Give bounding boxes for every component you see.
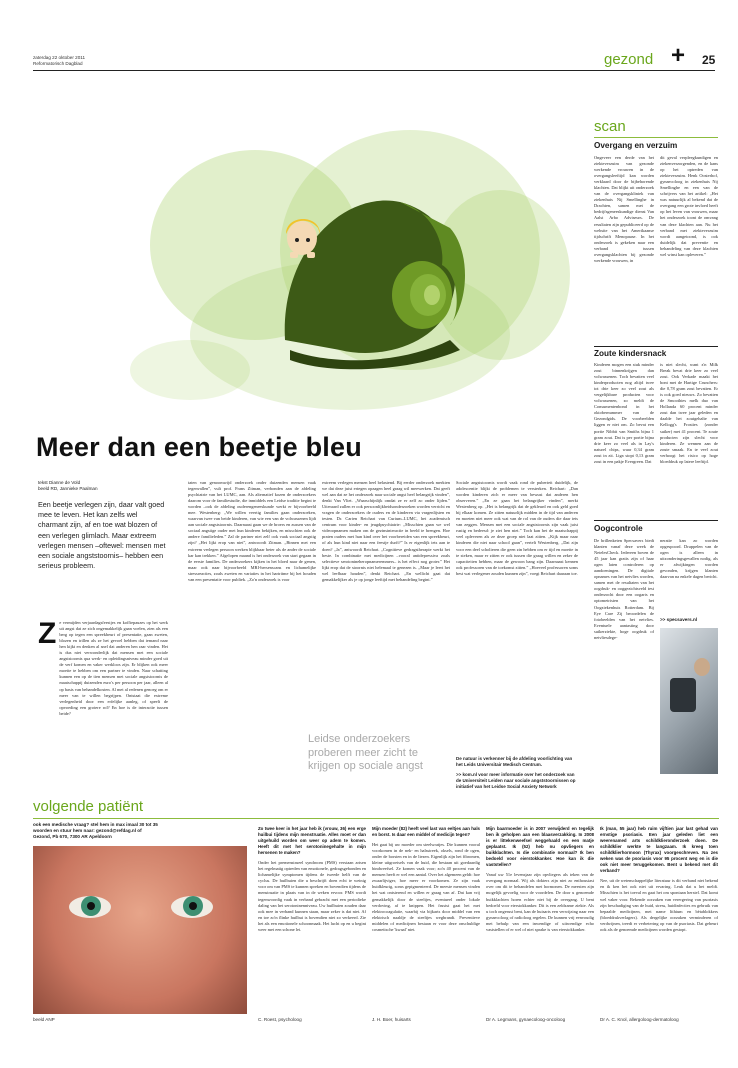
qa-4-author: Dr A. C. Knol, allergoloog-dermatoloog bbox=[600, 1017, 679, 1022]
column-5-text: Sociale angststoornis wordt vaak rond de puberteit duidelijk, de adolescentie blijkt de problemen te versterken. Reichart: „Dan worden kinderen zich er meer van bewust dat anderen hen observeren.” „En ze gaan het belangrijker vinden”, merkt Westenberg op. „Het is belangrijk dat de gekleurd en ook geld goed bij elkaar komen. Ze zitten natuurlijk midden in de tijd van anderen en moeten niet meer ook wat van de rol van de ouders die daar iets van zeggen. Mensen met een sociale angststoornis zijn vaak juist rustig en bedeesd: je ziet hen niet.” Toch kan het de maatschappij veel opleveren als ze deze groep niet laat zitten. „Kijk maar naar kinderen die niet naar school gaan”, vertelt Westenberg. „Dat zijn voor een deel scholieren die geen zin hebben om er tijd en moeite in te steken, maar er zitten er ook tussen die graag willen en zeker de capaciteiten hebben, maar de gewoon bang zijn. Daarnaast kennen ook professoren van de toekomst zitten.” „Hoeveel professoren soms best wat verlegener zouden kunnen zijn”, voegt Reichart daaraan toe. bbox=[456, 480, 578, 576]
qa-1-answer: Onder het premenstrueel syndroom (PMS) verstaan artsen het regelmatig optreden van emotionele, gedragsgebonden en lichamelijke symptomen tijdens de tweede helft van de cyclus. De huilbuien die u beschrijft doen echt te weinig voor om van PMS te kunnen spreken en bovendien tijdens de menstruatie in plaats van in de weken ervoor. PMS wordt tegenwoordig vaak in verband gebracht met een periodieke daling van het serotoninenniveau. Uw huilbuien zouden daar ook mee in verband kunnen staan, maar zeker is dat niet. Af en toe zo'n flinke huilbui is bovendien niet zo verkeerd. Zie het als een emotionele schoonmaak. Het lucht op en u begint weer met een schone lei. bbox=[258, 860, 366, 932]
qa-4 bbox=[600, 826, 718, 1026]
sidebar-overgang-right: dit geval verpleegkundigen en ziekenverzorgenden, en de kans op het optreden van ziekteverzuim. Henk Oosterhof, gynaecoloog in ziekenhuis Nij Smellinghe en een van de schrijvers van het artikel: „Het was natuurlijk al bekend dat de overgang een grote invloed heeft op het leven van vrouwen, maar het onderzoek toont de omvang van deze klachten aan. Nu het verband met ziekteverzuim wordt aangetoond, is ook duidelijk dat preventie en behandeling van deze klachten wel winst kan opleveren.” bbox=[660, 155, 718, 257]
publication-name: Reformatorisch Dagblad bbox=[33, 61, 83, 66]
qa-1 bbox=[258, 826, 366, 1026]
issue-date: zaterdag 22 oktober 2011 bbox=[33, 55, 86, 60]
sidebar-title-zout: Zoute kindersnack bbox=[594, 349, 667, 358]
patient-intro: ook een medische vraag? stel hem in max imaal 30 tot 35 woorden en stuur hem naar: gezond@refdag.nl of Gezond, Pb 670, 7300 AR Apeldoorn bbox=[33, 822, 158, 839]
eye-exam-photo bbox=[660, 628, 718, 774]
section-label: gezond bbox=[604, 51, 654, 68]
dropcap: Z bbox=[38, 617, 57, 650]
qa-2-question: Mijn moeder (82) heeft veel last van eeltjes aan hals en borst. Is daar een middel of medicijn tegen? bbox=[372, 826, 480, 838]
qa-3 bbox=[486, 826, 594, 1026]
plus-icon: + bbox=[671, 42, 686, 69]
snail-illustration bbox=[130, 110, 580, 440]
photo-credit: beeld ANP bbox=[33, 1017, 55, 1022]
qa-1-question: Zo twee keer in het jaar heb ik (vrouw, 36) een erge huilbui tijdens mijn menstruatie. Alles moet er dan uitgehuild worden om weer op adem te komen. Heeft dit met het serotoninegehalte in mijn hersenen te maken? bbox=[258, 826, 366, 856]
qa-2 bbox=[372, 826, 480, 1026]
qa-3-author: Dr A. Legmans, gynaecoloog-oncoloog bbox=[486, 1017, 566, 1022]
page-number: 25 bbox=[702, 53, 716, 67]
sidebar-zout-left: Kinderen mogen een stuk minder zout binnenkrijgen dan volwassenen. Toch bevatten veel kinderproducten nog altijd twee tot drie keer zo veel zout als vergelijkbare producten voor volwassenen, zo meldt de Consumentenbond in het oktobernummer van de Gezondgids. De voorbeelden liggen er niet om. Zo bevat een portie Nibbit van Smiths bijna 1 gram zout. Dat is per portie bijna drie keer zo veel als in Lay's naturel chips, waar 0,34 gram zout in zit. Liga stopt 0,13 gram zout in een pakje Evergreen. Dat bbox=[594, 362, 654, 464]
woman-eyes-photo bbox=[33, 846, 247, 1014]
footnote-link[interactable]: >> kom.nl voor meer informatie over het onderzoek van de Universiteit Leiden naar sociale angststoornissen op initiatief van het Leidse Social Anxiety Network bbox=[456, 772, 576, 789]
specsavers-link[interactable]: >> specsavers.nl bbox=[660, 617, 698, 622]
patient-heading: volgende patiënt bbox=[33, 798, 144, 815]
sidebar-oog-left: De brillenketen Specsavers biedt klanten vanaf deze week de NetelesCheck. Iedereen boven de 45 jaar kan gratis zijn of haar ogen laten controleren op aandoeningen. De digitale opnames van het netvlies worden, samen met de resultaten van het oogdruk- en ooggezichtsveld test onderzocht door een oogarts en optometristen van het Oogziekenhuis Rotterdam. Bij Eye Care Zij beoordelen de fotobeelden van het netvlies. Eventuele aantasting door suikerziekte, hoge oogdruk of netvliesdege- bbox=[594, 538, 654, 640]
article-credit-image: beeld RD, Jannieke Paalman bbox=[38, 486, 98, 491]
article-title: Meer dan een beetje bleu bbox=[36, 432, 362, 462]
sidebar-zout-right: is niet slecht, want z'n Milk Break bevat drie keer zo veel zout. Ook Verkade maakt het bont met de Hartige Crunchers: die 0,78 gram zout bevatten. Er is ook goed nieuws. Zo bevatten de Smoothies melk duo van Hollanda 60 procent minder zout dan twee jaar geleden en daalde het zoutgehalte van Kellogg's Frosties (zonder suiker) met 41 procent. Te zoute producten zijn slecht voor kinderen. Ze wennen aan de zoute smaak. En te veel zout verhoogt het risico op hoge bloeddruk op latere leeftijd. bbox=[660, 362, 718, 464]
sidebar-title-oog: Oogcontrole bbox=[594, 524, 643, 533]
sidebar-title-overgang: Overgang en verzuim bbox=[594, 141, 678, 150]
qa-2-answer: Het gaat bij uw moeder om steelwratjes. Die kunnen vooral voorkomen in de nek- en halsstreek, oksels, rond de ogen, onder de borsten en in de liezen. Eigenlijk zijn het fibromen, kleine uitgroeisels van de huid, die bestaan uit goedaardig bindweefsel. Ze komen vaak voor; zo'n 40 procent van de mensen heeft er wel een aantal. Over het algemeen geldt: hoe zwaarlijviger, hoe meer er voorkomen. Ze zijn vaak huidkleurig, soms gepigmenteerd. De meeste mensen vinden het wat ontsierend en willen er graag van af. Dat kan vrij gemakkelijk door de steeltjes, eventueel onder lokale verdoving, af te knippen. Het frustst gaat het met elektrocoagulatie, waarbij via bijkarts door middel van een elektrisch naaldje de steeltjes wegbrandt. Preventieve middelen of medicijnen bestaan er voor deze onschuldige cosmetische 'kwaal' niet. bbox=[372, 842, 480, 932]
qa-2-author: J. H. Boer, huisarts bbox=[372, 1017, 411, 1022]
column-1-text: e vermijden verjaardagsfeestjes en koffiepauzes op het werk uit angst dat ze zich ongemakkelijk gaan voelen, zien als een berg op tegen een spreekbeurt of presentatie, gaan zweten, blozen en trillen als ze het gevoel hebben dat iemand naar hen kijkt en denken al snel dat anderen hen raar vinden. Het is dus niet verwonderlijk dat mensen met een sociale angststoornis qua werk- en opleidingsniveau minder goed uit de verf komen en vaker werkloos zijn. Er blijken ook meer moeite te hebben om een partner te vinden. Naar schatting kunnen een op de tien mensen met sociale angststoornis de maatschappij duizenden euro's per persoon per jaar, alleen al op basis van behandelkosten. Al met al redenen genoeg om er meer van te willen begrijpen. Ontstaat die extreme verlegenheid door een erfelijke aanleg, of speelt de opvoeding een grotere rol? En hoe is de interactie tussen beide? bbox=[59, 620, 168, 716]
qa-4-question: Ik (man, 55 jaar) heb ruim vijftien jaar last gehad van ernstige psoriasis. Een jaar geleden liet een weerenamed arts schildklieronderzoek doen. De schildklier werkte te langzaam. Ik kreeg toen schildklierhormoon (Thyrax) voorgeschreven. Na zes weken was de psoriasis voor 95 procent weg en is die ook niet meer teruggekomen. Bent u bekend met dit verband? bbox=[600, 826, 718, 874]
sidebar-oog-right: neratie kan zo worden opgespoord. Druppelen van de ogen is alleen in uitzonderingsgevallen nodig, als er afwijkingen worden gevonden, krijgen klanten daarvan na enkele dagen bericht. bbox=[660, 538, 718, 580]
article-lead: Een beetje verlegen zijn, daar valt goed mee te leven. Het kan zelfs wel charmant zijn, af en toe wat blozen of een verlegen glimlach. Maar extreem verlegen mensen –oftewel: mensen met een sociale angststoornis– hebben een serieus probleem. bbox=[38, 500, 166, 571]
qa-1-author: C. Roest, psycholoog bbox=[258, 1017, 302, 1022]
sidebar-heading: scan bbox=[594, 118, 626, 135]
qa-3-question: Mijn baarmoeder is in 2007 verwijderd en tegelijk ben ik geholpen aan een blaasverzakking. In 2008 is er littekenweefsel weggehaald en een matje geplaatst. Ik (52) heb nu opvliegers en buikklachten. Is die combinatie normaal? Ik ben bedoeld voor eierstokkanker. Hoe kan ik die vaststellen? bbox=[486, 826, 594, 868]
article-credit-text: tekst Dianne de Vold bbox=[38, 480, 81, 485]
qa-4-answer: Nee, uit de wetenschappelijke literatuur is dit verband niet bekend en ik ken het ook niet uit ervaring. Leuk dat u het meldt. Misschien is het toeval en gaat het om spontaan herstel. Dat komt wel vaker voor. Bekende oorzaken van verergering van psoriasis zijn beschadiging van de huid, stress, huidinfecties en gebruik van bepaalde medicijnen, met name lithium en bètablokkers (bloeddrukverlagers). Als dergelijke oorzaken verminderen of verdwijnen, treedt er verbetering op van de psoriasis. Dat gebeurt ook als de genoemde medicijnen worden gestopt. bbox=[600, 878, 718, 932]
header-rule bbox=[33, 70, 715, 71]
article-column-5-box bbox=[456, 480, 578, 752]
sidebar-overgang-left: Ongeveer een derde van het ziekteverzuim van gezonde werkende vrouwen in de overgangsleeftijd kan worden verklaard door de bijbehorende klachten. Dat blijkt uit onderzoek van de overgangskliniek van ziekenhuis Nij Smellinghe in Drachten, samen met de bedrijfsgeneeskundige dienst Van Aalst Arbo Adviseurs. De resultaten zijn gepubliceerd op de website van het Amerikaanse tijdschrift Menopause. In het onderzoek is gekeken naar een verband tussen overgangsklachten bij gezonde werkende vrouwen, in bbox=[594, 155, 654, 263]
article-column-4: extreem verlegen mensen heel belastend. Bij eerder onderzoek merkten we dat deze juist ertegen opzagen heel graag wil meewerken. Dat geeft wel aan dat ze het onderzoek naar sociale angst heel belangrijk vinden”, denkt Van Vliet. „Waarschijnlijk omdat ze er zelf zo onder lijden.” Uiteraard zullen er ook persoonlijkheidsonderzoeken worden verricht en vragen de onderzoekers de ouders en de kinderen via vragenlijsten en testen. Dr. Carien Reichart van Curium–LUMC, het academisch centrum voor kinder- en jeugdpsychiatrie: „Misschien gaan we wel videoopnamen maken om de gezinsinteractie in beeld te brengen. Hoe praten ouders met hun kind over het voorbereiden van een spreekbeurt, of als hun kind niet naar een feestje durft?” Is er eigenlijk iets aan te doen? „Ja”, antwoordt Reichart. „Cognitieve gedragstherapie werkt het beste. In combinatie met medicijnen –vooral antidepressiva zoals selectieve serotonineheropnameremmers– is het effect nog groter.” Het lijkt erop dat de stoornis niet helemaal te genezen is. „Maar je leert het wel leefbaar houden”, denkt Reichart. „En wellicht gaat dat gemakkelijker als je op jonge leeftijd met behandeling begint.” bbox=[322, 480, 450, 582]
footnote-author: De natuur is verkenner bij de afdeling voorlichting van het Leids Universitair Medisch Centrum. bbox=[456, 756, 573, 767]
qa-3-answer: Vanaf uw 51e levensjaar zijn opvliegers als teken van de overgang normaal. Wij als dokters zijn niet zo enthousiast over om dit te behandelen met hormonen. De meesten zijn mogelijk gevoelig voor de voordelen. De door u genoemde buikklachten horen echter niet bij de overgang. U bent bedoeld voor eierstokkanker. Dit is een zeldzame ziekte. Als u toch ongerust bent, kan de huisarts een verwijzing naar een gynaecoloog of radioloog regelen. De kunnen vrij eenvoudig met behulp van een inwendige of uitwendige echo vaststellen of er wel of niet sprake is van eierstokkanker. bbox=[486, 872, 594, 932]
article-column-3: taten van genoomwijd onderzoek onder duizenden mensen vaak tegenvallen”, vult prof. Frans Zitman, verbonden aan de afdeling psychiatrie van het LUMC, aan. Als alternatief kozen de onderzoekers daarom voor de familiestudie, die inmiddels een Leidse traditie begint te worden –ook de afdeling ouderengeneeskunde werkt er bijvoorbeeld mee. Westenberg: „We willen veertig families gaan onderzoeken, waarvan twee van beide kinderen, van wie een van de volwassenen lijdt aan sociale angststoornis. Daarnaast gaan we de broers en zussen van de sociaal angstige ouder met hun kinderen bekijken, en misschien ook de andere familieleden.” Zal de partner niet zelf ook vaak sociaal angstig zijn? „Het lijkt erop van niet”, antwoordt Zitman. „Binnen met een extreem verlegen persoon werken blijkbaar beter als de ander de sociale kar kan trekken.” Afgelopen maand is het onderzoek van start gegaan in de eerste families. De onderzoekers kijken in het bloed naar de genen, maar ook naar bijvoorbeeld MRI-hersenscans en lichamelijke stressreacties, zoals zweten en variaties in het hartritme bij het houden van een presentatie voor publiek. „Zo'n onderzoek is voor bbox=[188, 480, 316, 582]
pullquote: Leidse onderzoekers proberen meer zicht te krijgen op sociale angst bbox=[308, 733, 423, 772]
